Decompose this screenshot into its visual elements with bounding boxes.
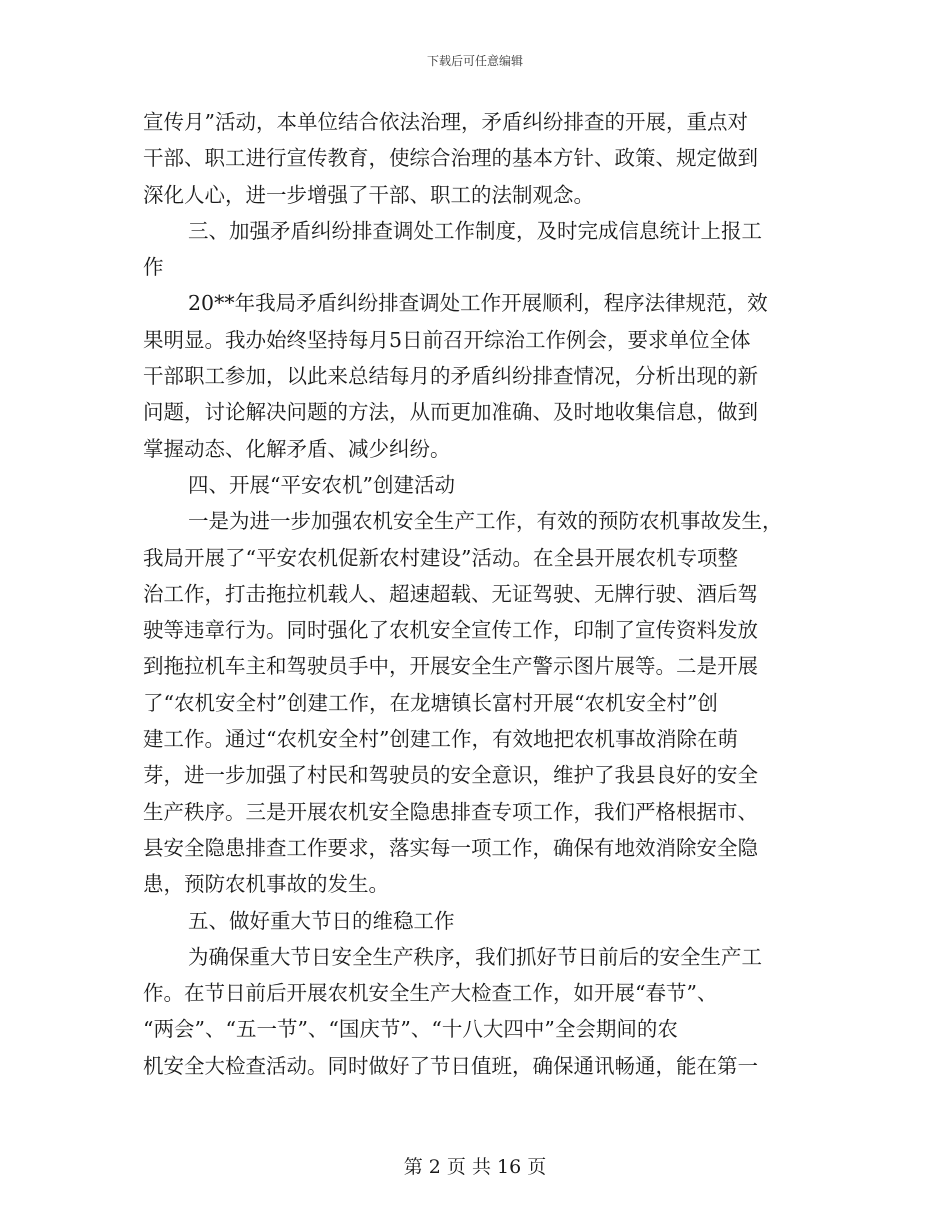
text-line: 作。在节日前后开展农机安全生产大检查工作，如开展“春节”、 <box>143 981 718 1006</box>
document-body <box>143 104 803 1084</box>
text-line: 作 <box>143 255 164 280</box>
text-line: 驶等违章行为。同时强化了农机安全宣传工作，印制了宣传资料发放 <box>143 618 758 643</box>
text-line: 治工作，打击拖拉机载人、超速超载、无证驾驶、无牌行驶、酒后驾 <box>143 581 758 606</box>
text-line: 四、开展“平安农机”创建活动 <box>188 472 455 497</box>
text-line: 芽，进一步加强了村民和驾驶员的安全意识，维护了我县良好的安全 <box>143 763 758 788</box>
text-line: 干部职工参加，以此来总结每月的矛盾纠纷排查情况，分析出现的新 <box>143 364 758 389</box>
text-line: 建工作。通过“农机安全村”创建工作，有效地把农机事故消除在萌 <box>143 727 738 752</box>
text-line: 三、加强矛盾纠纷排查调处工作制度，及时完成信息统计上报工 <box>188 218 762 243</box>
page-header-note: 下载后可任意编辑 <box>426 54 523 68</box>
text-line: 深化人心，进一步增强了干部、职工的法制观念。 <box>143 182 594 207</box>
text-line: 为确保重大节日安全生产秩序，我们抓好节日前后的安全生产工 <box>188 944 762 969</box>
text-line: 患，预防农机事故的发生。 <box>143 872 389 897</box>
text-line: “两会”、“五一节”、“国庆节”、“十八大四中”全会期间的农 <box>143 1017 678 1042</box>
text-line: 到拖拉机车主和驾驶员手中，开展安全生产警示图片展等。二是开展 <box>143 654 758 679</box>
text-line: 我局开展了“平安农机促新农村建设”活动。在全县开展农机专项整 <box>143 545 738 570</box>
text-line: 宣传月”活动，本单位结合依法治理，矛盾纠纷排查的开展，重点对 <box>143 110 748 134</box>
text-line: 一是为进一步加强农机安全生产工作，有效的预防农机事故发生， <box>188 509 783 534</box>
text-line: 掌握动态、化解矛盾、减少纠纷。 <box>143 436 451 461</box>
text-line: 了“农机安全村”创建工作，在龙塘镇长富村开展“农机安全村”创 <box>143 690 718 715</box>
text-line: 果明显。我办始终坚持每月5日前召开综治工作例会，要求单位全体 <box>143 327 751 352</box>
text-line: 机安全大检查活动。同时做好了节日值班，确保通讯畅通，能在第一 <box>143 1053 758 1078</box>
text-line: 问题，讨论解决问题的方法，从而更加准确、及时地收集信息，做到 <box>143 400 758 425</box>
text-line: 20**年我局矛盾纠纷排查调处工作开展顺利，程序法律规范，效 <box>188 291 768 316</box>
text-line: 生产秩序。三是开展农机安全隐患排查专项工作，我们严格根据市、 <box>143 799 758 824</box>
text-line: 县安全隐患排查工作要求，落实每一项工作，确保有地效消除安全隐 <box>143 835 758 860</box>
page-number: 第 2 页 共 16 页 <box>403 1156 547 1178</box>
text-line: 五、做好重大节日的维稳工作 <box>188 908 455 933</box>
text-line: 干部、职工进行宣传教育，使综合治理的基本方针、政策、规定做到 <box>143 146 758 171</box>
